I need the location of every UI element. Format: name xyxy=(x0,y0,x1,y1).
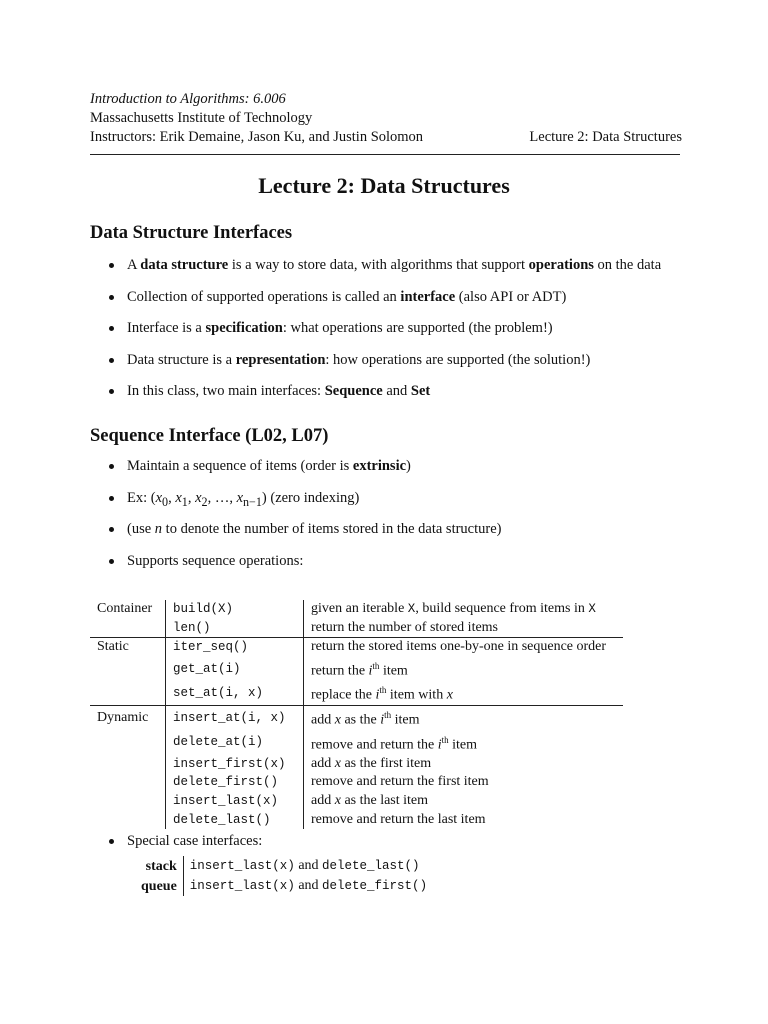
operation-description: return the stored items one-by-one in sequence order xyxy=(304,638,624,657)
text: : what operations are supported (the problem!) xyxy=(282,320,553,336)
code: delete_first() xyxy=(322,879,428,893)
text: item xyxy=(379,663,408,679)
category-cell xyxy=(90,731,166,755)
text: (also API or ADT) xyxy=(455,288,567,305)
table-row xyxy=(90,706,623,731)
text: add xyxy=(311,712,335,728)
bullet-item xyxy=(108,489,502,521)
text: to denote the number of items stored in the data structure) xyxy=(162,521,502,537)
bold-term: extrinsic xyxy=(352,458,407,474)
table-row xyxy=(90,731,623,755)
interfaces-bullet-list xyxy=(108,256,661,414)
operation-description: return the number of stored items xyxy=(311,619,499,635)
operation-name: delete_last() xyxy=(166,811,304,830)
math-var: x xyxy=(446,687,453,703)
superscript: th xyxy=(441,734,449,745)
paren: ( xyxy=(150,489,156,506)
paren: ) xyxy=(261,489,267,506)
operation-name: iter_seq() xyxy=(166,638,304,657)
comma: , xyxy=(168,489,176,506)
bold-term: specification xyxy=(205,320,283,336)
math-var: x xyxy=(175,489,182,506)
bullet-dot xyxy=(109,527,114,532)
special-case-table xyxy=(135,856,433,896)
text: Maintain a sequence of items (order is xyxy=(127,458,353,474)
operation-name: insert_first(x) xyxy=(166,755,304,774)
subscript: 1 xyxy=(181,494,188,509)
header-lecture-label: Lecture 2: Data Structures xyxy=(529,129,682,145)
table-row xyxy=(135,876,433,896)
category-dynamic: Dynamic xyxy=(90,706,166,731)
section-heading-sequence: Sequence Interface (L02, L07) xyxy=(90,426,329,446)
code: delete_last() xyxy=(322,859,420,873)
text: as the xyxy=(340,712,381,728)
text: A xyxy=(127,257,141,273)
institution-name: Massachusetts Institute of Technology xyxy=(90,110,313,126)
math-var: x xyxy=(195,489,202,506)
operation-name: delete_first() xyxy=(166,773,304,792)
operation-name: len() xyxy=(166,619,304,638)
operation-description xyxy=(304,706,624,731)
math-var: x xyxy=(334,792,341,808)
operation-description xyxy=(304,681,624,706)
text: item xyxy=(448,737,478,753)
operation-description: remove and return the first item xyxy=(311,774,489,790)
operation-name: set_at(i, x) xyxy=(166,681,304,706)
category-cell xyxy=(90,681,166,706)
operation-description xyxy=(304,755,624,774)
text: Ex: xyxy=(127,489,151,506)
bullet-item xyxy=(108,457,502,489)
math-var: x xyxy=(334,755,341,771)
code: insert_last(x) xyxy=(189,879,295,893)
course-name: Introduction to Algorithms: 6.006 xyxy=(90,91,286,107)
queue-operations xyxy=(183,876,433,896)
table-row xyxy=(90,792,623,811)
text: item with xyxy=(386,687,447,703)
section-heading-interfaces: Data Structure Interfaces xyxy=(90,223,293,243)
text: (use xyxy=(127,521,155,537)
operation-name: insert_at(i, x) xyxy=(166,706,304,731)
category-cell xyxy=(90,619,166,638)
bold-term: Set xyxy=(410,383,431,399)
text: as the first item xyxy=(340,755,432,771)
stack-label: stack xyxy=(135,856,183,876)
queue-label: queue xyxy=(135,876,183,896)
bullet-item xyxy=(108,288,661,320)
text: and xyxy=(382,383,411,399)
text: and xyxy=(294,878,323,893)
header-rule xyxy=(90,154,680,155)
bullet-item xyxy=(108,552,502,584)
table-row xyxy=(90,600,623,619)
ellipsis: … xyxy=(214,489,230,506)
table-row xyxy=(90,638,623,657)
text: add xyxy=(311,792,335,808)
math-var: x xyxy=(236,489,243,506)
bullet-dot xyxy=(109,496,114,501)
sequence-formula xyxy=(150,489,267,509)
page-title: Lecture 2: Data Structures xyxy=(258,173,510,198)
operation-description xyxy=(304,600,624,619)
text: (zero indexing) xyxy=(266,489,360,506)
text: In this class, two main interfaces: xyxy=(127,383,325,399)
bullet-item xyxy=(108,382,661,414)
text: remove and return the xyxy=(311,737,438,753)
bullet-dot xyxy=(109,326,114,331)
bold-term: Sequence xyxy=(324,383,383,399)
math-var: i xyxy=(368,663,373,679)
text: given an iterable xyxy=(311,601,408,616)
bullet-dot xyxy=(109,263,114,268)
text: and xyxy=(294,858,323,873)
bold-term: interface xyxy=(400,288,456,305)
code: X xyxy=(588,602,596,616)
math-var: i xyxy=(380,712,385,728)
table-row xyxy=(90,681,623,706)
table-row xyxy=(90,657,623,681)
table-row xyxy=(90,811,623,830)
operation-name: build(X) xyxy=(166,600,304,619)
bullet-item xyxy=(108,256,661,288)
category-cell xyxy=(90,773,166,792)
text: , build sequence from items in xyxy=(415,601,589,616)
superscript: th xyxy=(372,660,380,671)
math-var: n xyxy=(154,521,163,537)
subscript: 0 xyxy=(162,494,169,509)
bullet-dot xyxy=(109,559,114,564)
bold-term: data structure xyxy=(140,257,229,273)
superscript: th xyxy=(379,685,387,696)
bullet-dot xyxy=(109,358,114,363)
operation-description xyxy=(304,792,624,811)
bold-term: operations xyxy=(528,257,594,273)
code: X xyxy=(407,602,416,616)
text: is a way to store data, with algorithms that support xyxy=(228,257,529,273)
table-row xyxy=(90,755,623,774)
operation-description xyxy=(304,731,624,755)
subscript: 2 xyxy=(201,494,208,509)
table-row xyxy=(135,856,433,876)
operation-description: remove and return the last item xyxy=(311,811,486,827)
page-header xyxy=(90,90,682,147)
category-cell xyxy=(90,792,166,811)
table-row xyxy=(90,619,623,638)
category-cell xyxy=(90,755,166,774)
comma: , xyxy=(207,489,215,506)
bullet-item xyxy=(108,520,502,552)
text: return the xyxy=(311,663,369,679)
operation-description xyxy=(304,657,624,681)
category-static: Static xyxy=(90,638,166,657)
text: Data structure is a xyxy=(127,351,236,368)
text: Supports sequence operations: xyxy=(127,552,304,569)
sequence-bullet-list xyxy=(108,457,502,583)
bullet-item xyxy=(108,351,661,383)
stack-operations xyxy=(183,856,433,876)
comma: , xyxy=(187,489,196,506)
superscript: th xyxy=(384,710,392,721)
operation-name: insert_last(x) xyxy=(166,792,304,811)
bold-term: representation xyxy=(235,351,326,368)
table-row xyxy=(90,773,623,792)
math-var: x xyxy=(334,712,341,728)
text: as the last item xyxy=(340,792,429,808)
comma: , xyxy=(229,489,237,506)
operation-name: get_at(i) xyxy=(166,657,304,681)
text: Interface is a xyxy=(127,320,206,336)
bullet-dot xyxy=(109,464,114,469)
subscript: n−1 xyxy=(243,494,262,509)
text: Special case interfaces: xyxy=(127,833,263,849)
text: on the data xyxy=(593,257,662,273)
text: : how operations are supported (the solution!) xyxy=(325,351,591,368)
text: Collection of supported operations is called an xyxy=(127,288,401,305)
code: insert_last(x) xyxy=(189,859,295,873)
text: item xyxy=(391,712,420,728)
math-var: i xyxy=(375,687,380,703)
math-var: i xyxy=(437,737,442,753)
operation-name: delete_at(i) xyxy=(166,731,304,755)
bullet-dot xyxy=(109,389,114,394)
category-cell xyxy=(90,657,166,681)
bullet-dot xyxy=(109,295,114,300)
category-container: Container xyxy=(97,601,153,616)
bullet-item xyxy=(108,319,661,351)
category-cell xyxy=(90,811,166,830)
sequence-operations-table xyxy=(90,600,623,829)
math-var: x xyxy=(155,489,163,506)
text: ) xyxy=(406,458,411,474)
text: replace the xyxy=(311,687,376,703)
instructors-line: Instructors: Erik Demaine, Jason Ku, and Justin Solomon xyxy=(90,129,424,145)
bullet-dot xyxy=(109,839,114,844)
text: add xyxy=(311,755,335,771)
